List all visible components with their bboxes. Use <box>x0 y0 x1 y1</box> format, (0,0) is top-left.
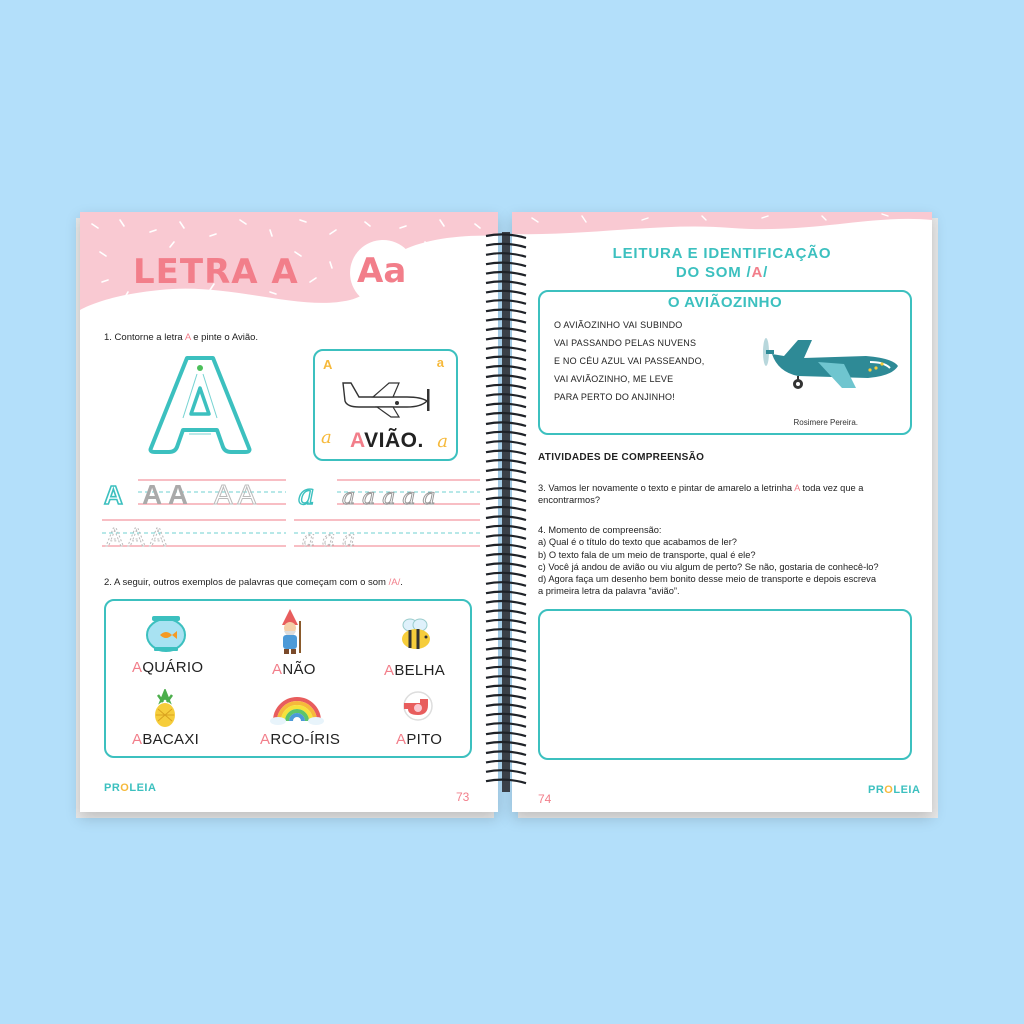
words-card <box>104 599 472 758</box>
poem-text <box>554 316 704 406</box>
instruction-2 <box>104 577 403 588</box>
poem-line: O AVIÃOZINHO VAI SUBINDO <box>554 320 683 330</box>
letter-badge <box>350 240 416 306</box>
whistle-icon <box>398 689 434 723</box>
logo-part: PR <box>104 782 121 794</box>
word-label <box>132 659 203 676</box>
poem-card <box>538 290 912 435</box>
section-title-line2-text: DO SOM / <box>675 264 752 281</box>
poem-line: E NO CÉU AZUL VAI PASSEANDO, <box>554 356 705 366</box>
question-4 <box>538 524 918 598</box>
word-first-letter: A <box>132 659 143 676</box>
bee-icon <box>396 617 436 651</box>
proleia-logo <box>868 784 920 796</box>
svg-text:a a a: a a a <box>302 527 356 552</box>
word-rest: BACAXI <box>142 731 200 748</box>
airplane-outline-icon <box>337 373 437 418</box>
question-4-line: 4. Momento de compreensão: <box>538 525 662 535</box>
word-first-letter: A <box>384 662 395 679</box>
instruction-1-suffix: e pinte o Avião. <box>190 332 259 343</box>
page-number: 73 <box>456 790 470 804</box>
logo-part: LEIA <box>893 784 921 796</box>
drawing-box[interactable] <box>538 609 912 760</box>
svg-text:A A A: A A A <box>106 522 167 552</box>
question-3-line2: encontrarmos? <box>538 495 601 506</box>
question-4-line: d) Agora faça um desenho bem bonito desse meio de transporte e depois escreva <box>538 574 876 585</box>
word-label <box>272 661 316 678</box>
poem-line: PARA PERTO DO ANJINHO! <box>554 392 675 402</box>
question-3 <box>538 482 914 507</box>
question-4-line: a primeira letra da palavra “avião”. <box>538 586 680 597</box>
section-title-highlight: A <box>751 264 764 281</box>
word-label <box>396 731 442 748</box>
card-word-rest: VIÃO. <box>364 429 424 452</box>
question-3-text: 3. Vamos ler novamente o texto e pintar de amarelo a letrinha <box>538 483 795 493</box>
word-rest: PITO <box>406 731 443 748</box>
poem-line: VAI AVIÃOZINHO, ME LEVE <box>554 374 674 384</box>
svg-text:a: a <box>298 478 315 511</box>
right-page <box>512 212 932 812</box>
logo-part: O <box>884 784 894 796</box>
word-label <box>260 731 340 748</box>
section-title-line2 <box>512 263 932 282</box>
aquarium-icon <box>144 613 188 653</box>
logo-part: LEIA <box>129 782 157 794</box>
question-4-line: c) Você já andou de avião ou viu algum de perto? Se não, gostaria de conhecê-lo? <box>538 561 879 572</box>
letter-badge-text: Aa <box>357 251 407 291</box>
section-title-line2-suffix: / <box>763 264 769 281</box>
word-label <box>384 662 445 679</box>
logo-part: PR <box>868 784 885 796</box>
word-rest: QUÁRIO <box>142 659 204 676</box>
poem-author: Rosimere Pereira. <box>793 418 858 427</box>
dwarf-icon <box>272 607 308 655</box>
card-word-first: A <box>350 429 365 452</box>
poem-title: O AVIÃOZINHO <box>667 294 783 311</box>
rainbow-icon <box>270 693 324 725</box>
card-corner-letter: a <box>437 431 448 452</box>
instruction-2-text: 2. A seguir, outros exemplos de palavras que começam com o som <box>104 577 389 588</box>
logo-part: O <box>120 782 130 794</box>
card-corner-letter: a <box>321 427 332 448</box>
airplane-illustration-icon <box>758 326 904 392</box>
word-first-letter: A <box>272 661 283 678</box>
word-first-letter: A <box>260 731 271 748</box>
word-label <box>132 731 199 748</box>
page-number: 74 <box>538 792 552 806</box>
question-4-line: a) Qual é o título do texto que acabamos de ler? <box>538 537 737 548</box>
card-corner-letter: a <box>436 355 444 370</box>
svg-text:A A: A A <box>142 479 189 510</box>
card-word <box>350 429 424 453</box>
word-rest: BELHA <box>394 662 446 679</box>
instruction-2-suffix: . <box>400 577 403 588</box>
left-page <box>80 212 498 812</box>
poem-line: VAI PASSANDO PELAS NUVENS <box>554 338 697 348</box>
question-3-highlight: A <box>794 483 800 493</box>
svg-text:A A: A A <box>214 479 257 510</box>
airplane-card <box>313 349 458 461</box>
instruction-1 <box>104 332 258 343</box>
card-corner-letter: A <box>323 357 333 372</box>
pineapple-icon <box>150 689 180 729</box>
word-first-letter: A <box>132 731 143 748</box>
proleia-logo <box>104 782 156 794</box>
instruction-2-highlight: /A/ <box>388 577 401 588</box>
tracing-letter-a <box>145 352 255 457</box>
section-title-line1: LEITURA E IDENTIFICAÇÃO <box>612 245 832 262</box>
question-4-line: b) O texto fala de um meio de transporte, qual é ele? <box>538 549 756 560</box>
svg-text:A: A <box>104 480 123 510</box>
pink-header-strip <box>512 212 932 242</box>
word-first-letter: A <box>396 731 407 748</box>
instruction-1-highlight: A <box>184 332 191 343</box>
question-3-middle: toda vez que a <box>799 483 864 493</box>
comprehension-heading: ATIVIDADES DE COMPREENSÃO <box>538 452 705 463</box>
instruction-1-text: 1. Contorne a letra <box>104 332 185 343</box>
open-workbook <box>80 212 932 822</box>
svg-text:a a a a a: a a a a a <box>342 485 436 510</box>
page-title: LETRA A <box>133 252 299 292</box>
section-title <box>512 244 932 282</box>
handwriting-practice-lines <box>102 474 482 554</box>
spiral-binding <box>478 232 534 792</box>
word-rest: RCO-ÍRIS <box>270 731 341 748</box>
word-rest: NÃO <box>282 661 316 678</box>
